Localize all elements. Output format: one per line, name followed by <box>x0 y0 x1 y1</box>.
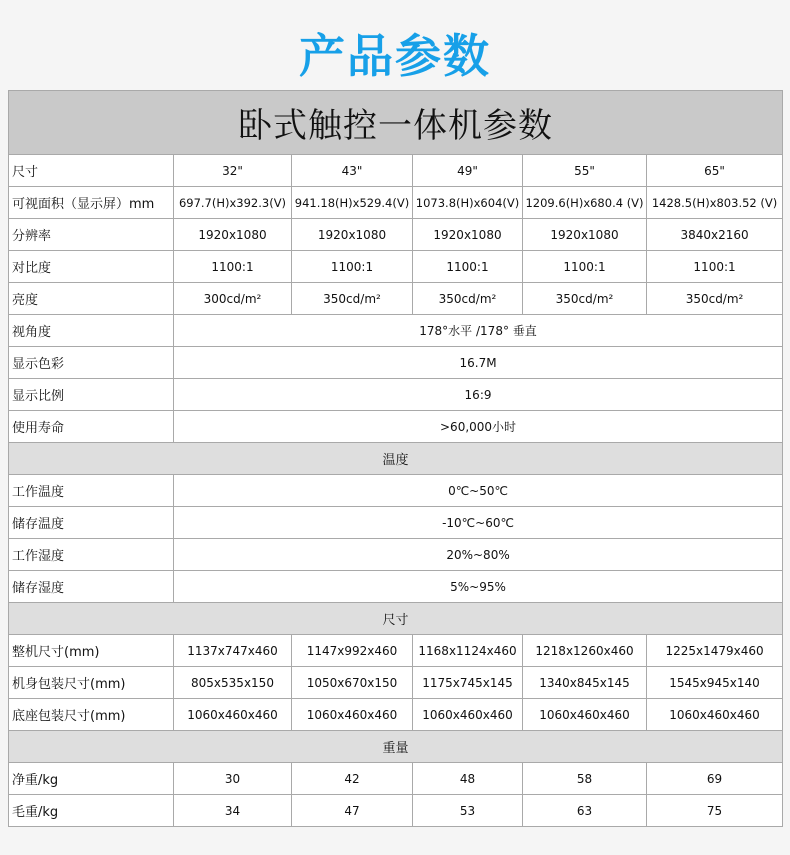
table-row <box>9 347 783 379</box>
cell-value: 47 <box>292 795 413 827</box>
cell-value: 16.7M <box>174 347 783 379</box>
section-header-weight: 重量 <box>9 731 783 763</box>
cell-value: 20%~80% <box>174 539 783 571</box>
cell-value: 1060x460x460 <box>523 699 647 731</box>
size-header: 32" <box>174 155 292 187</box>
table-row <box>9 635 783 667</box>
table-row <box>9 475 783 507</box>
table-row <box>9 539 783 571</box>
cell-value: 350cd/m² <box>292 283 413 315</box>
cell-value: 48 <box>413 763 523 795</box>
row-label: 可视面积（显示屏）mm <box>9 187 174 219</box>
table-row <box>9 507 783 539</box>
row-label: 底座包装尺寸(mm) <box>9 699 174 731</box>
cell-value: 1920x1080 <box>174 219 292 251</box>
cell-value: >60,000小时 <box>174 411 783 443</box>
cell-value: 1428.5(H)x803.52 (V) <box>647 187 783 219</box>
cell-value: 941.18(H)x529.4(V) <box>292 187 413 219</box>
cell-value: 1209.6(H)x680.4 (V) <box>523 187 647 219</box>
row-label: 对比度 <box>9 251 174 283</box>
cell-value: 1060x460x460 <box>174 699 292 731</box>
cell-value: 1340x845x145 <box>523 667 647 699</box>
cell-value: 697.7(H)x392.3(V) <box>174 187 292 219</box>
table-row <box>9 411 783 443</box>
cell-value: 16:9 <box>174 379 783 411</box>
page-title: 产品参数 <box>299 29 491 83</box>
size-header: 43" <box>292 155 413 187</box>
row-label: 储存温度 <box>9 507 174 539</box>
cell-value: 1100:1 <box>523 251 647 283</box>
cell-value: 1060x460x460 <box>647 699 783 731</box>
cell-value: 1920x1080 <box>523 219 647 251</box>
row-label: 分辨率 <box>9 219 174 251</box>
row-label: 显示色彩 <box>9 347 174 379</box>
row-label: 整机尺寸(mm) <box>9 635 174 667</box>
cell-value: 1168x1124x460 <box>413 635 523 667</box>
cell-value: 1060x460x460 <box>413 699 523 731</box>
cell-value: 1137x747x460 <box>174 635 292 667</box>
table-row <box>9 379 783 411</box>
size-header: 65" <box>647 155 783 187</box>
row-label: 毛重/kg <box>9 795 174 827</box>
cell-value: 350cd/m² <box>647 283 783 315</box>
table-row <box>9 795 783 827</box>
cell-value: 34 <box>174 795 292 827</box>
cell-value: 1100:1 <box>647 251 783 283</box>
cell-value: 42 <box>292 763 413 795</box>
cell-value: 75 <box>647 795 783 827</box>
table-row <box>9 219 783 251</box>
row-label: 使用寿命 <box>9 411 174 443</box>
cell-value: 300cd/m² <box>174 283 292 315</box>
size-header: 55" <box>523 155 647 187</box>
size-header: 49" <box>413 155 523 187</box>
cell-value: 5%~95% <box>174 571 783 603</box>
cell-value: 58 <box>523 763 647 795</box>
section-header-temperature: 温度 <box>9 443 783 475</box>
row-label: 视角度 <box>9 315 174 347</box>
cell-value: 1920x1080 <box>413 219 523 251</box>
spec-table <box>8 90 783 827</box>
cell-value: 1050x670x150 <box>292 667 413 699</box>
row-label: 显示比例 <box>9 379 174 411</box>
cell-value: 1218x1260x460 <box>523 635 647 667</box>
row-label: 净重/kg <box>9 763 174 795</box>
cell-value: 63 <box>523 795 647 827</box>
table-title: 卧式触控一体机参数 <box>9 91 783 155</box>
cell-value: 1147x992x460 <box>292 635 413 667</box>
table-row <box>9 571 783 603</box>
cell-value: 1175x745x145 <box>413 667 523 699</box>
table-row <box>9 251 783 283</box>
cell-value: 350cd/m² <box>413 283 523 315</box>
row-label: 工作湿度 <box>9 539 174 571</box>
cell-value: 30 <box>174 763 292 795</box>
cell-value: 53 <box>413 795 523 827</box>
table-row <box>9 699 783 731</box>
cell-value: 1060x460x460 <box>292 699 413 731</box>
table-row <box>9 667 783 699</box>
cell-value: 1225x1479x460 <box>647 635 783 667</box>
section-header-size: 尺寸 <box>9 603 783 635</box>
cell-value: 1100:1 <box>174 251 292 283</box>
cell-value: 1545x945x140 <box>647 667 783 699</box>
header-row <box>9 155 783 187</box>
cell-value: 69 <box>647 763 783 795</box>
cell-value: 1073.8(H)x604(V) <box>413 187 523 219</box>
row-label: 机身包装尺寸(mm) <box>9 667 174 699</box>
cell-value: 350cd/m² <box>523 283 647 315</box>
cell-value: -10℃~60℃ <box>174 507 783 539</box>
cell-value: 805x535x150 <box>174 667 292 699</box>
cell-value: 1100:1 <box>292 251 413 283</box>
row-label: 储存湿度 <box>9 571 174 603</box>
cell-value: 1100:1 <box>413 251 523 283</box>
cell-value: 178°水平 /178° 垂直 <box>174 315 783 347</box>
table-row <box>9 187 783 219</box>
cell-value: 3840x2160 <box>647 219 783 251</box>
row-label: 尺寸 <box>9 155 174 187</box>
cell-value: 0℃~50℃ <box>174 475 783 507</box>
table-row <box>9 763 783 795</box>
table-row <box>9 315 783 347</box>
table-row <box>9 283 783 315</box>
row-label: 工作温度 <box>9 475 174 507</box>
row-label: 亮度 <box>9 283 174 315</box>
cell-value: 1920x1080 <box>292 219 413 251</box>
